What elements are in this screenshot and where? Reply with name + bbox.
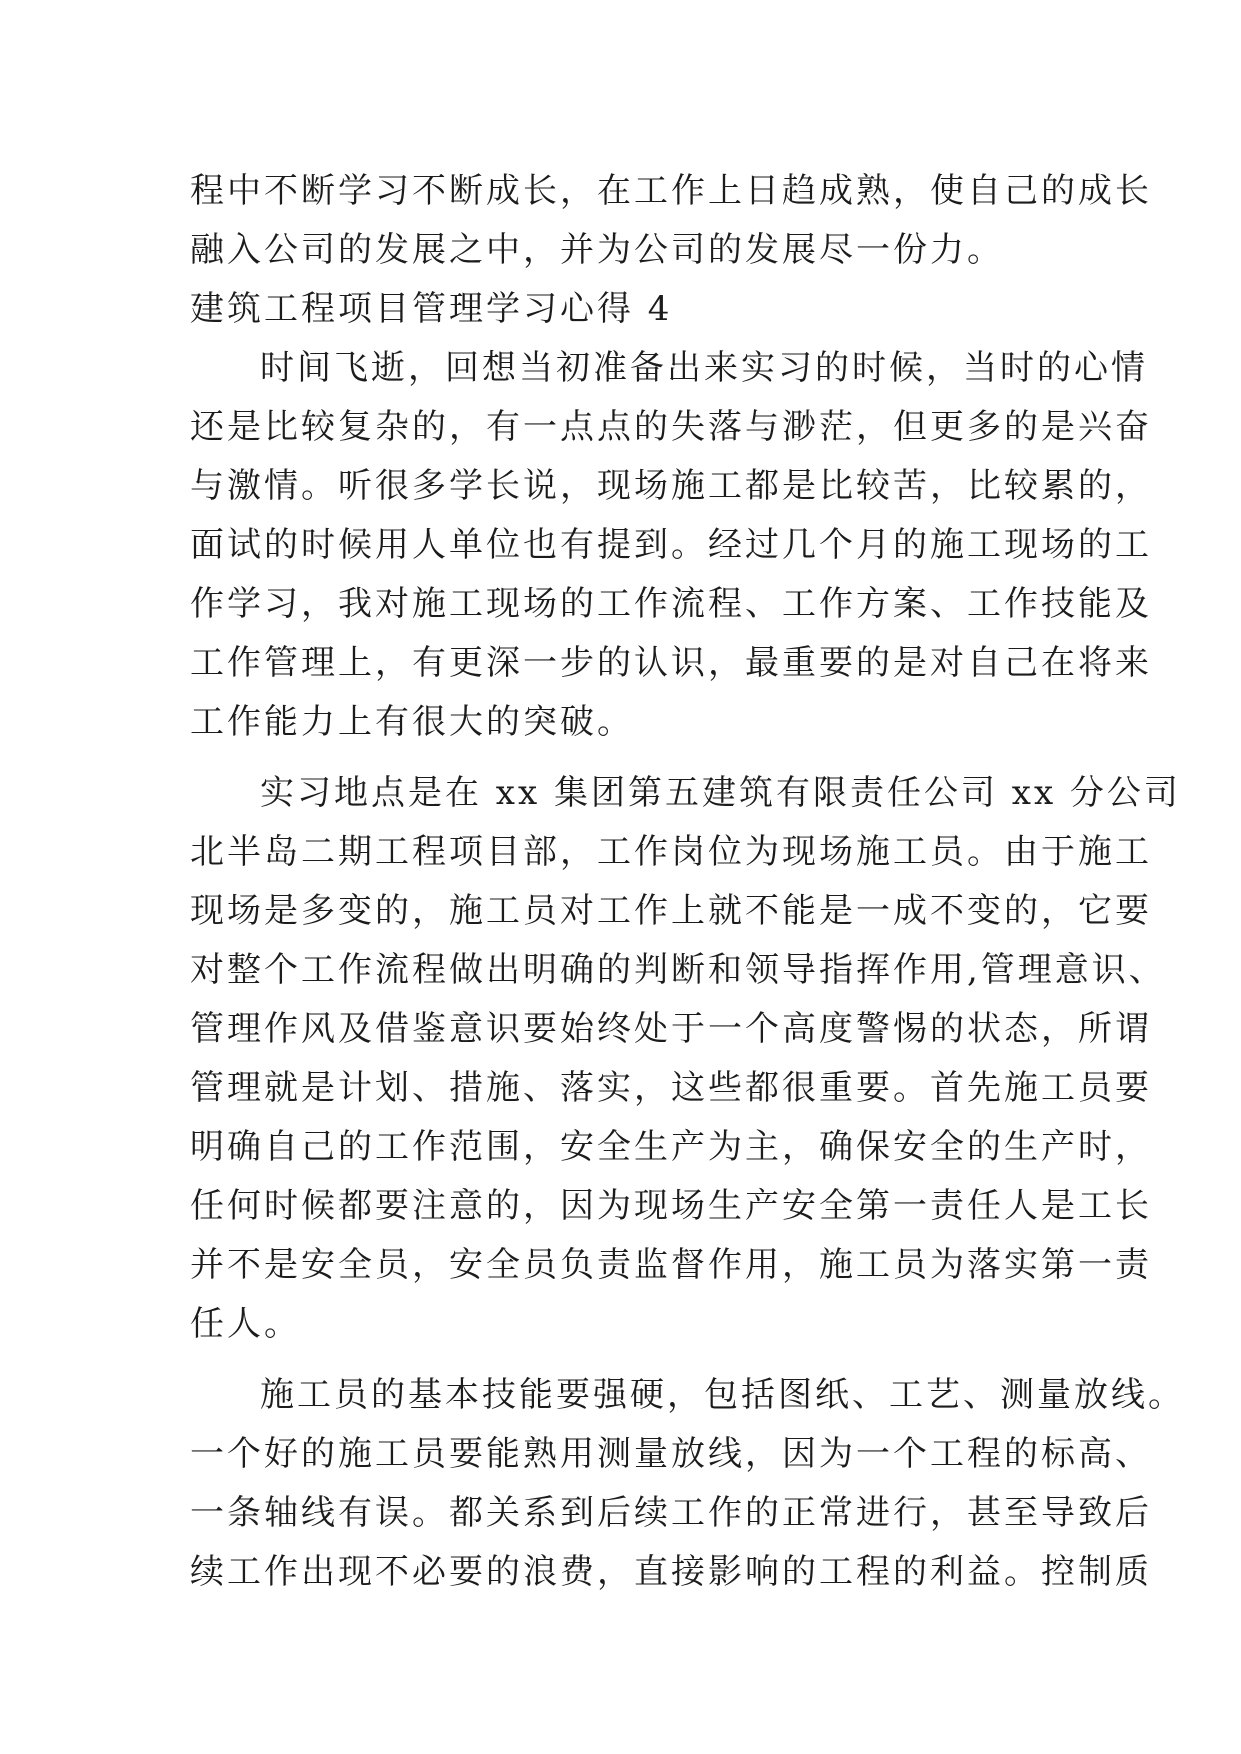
text-line: 续工作出现不必要的浪费，直接影响的工程的利益。控制质 [190, 1552, 1152, 1592]
document-body [190, 162, 1185, 1602]
text-line: 一个好的施工员要能熟用测量放线，因为一个工程的标高、 [190, 1434, 1152, 1474]
text-line: 还是比较复杂的，有一点点的失落与渺茫，但更多的是兴奋 [190, 407, 1152, 447]
text-line: 作学习，我对施工现场的工作流程、工作方案、工作技能及 [190, 584, 1152, 624]
text-line: 面试的时候用人单位也有提到。经过几个月的施工现场的工 [190, 525, 1152, 565]
paragraph-first-line: 施工员的基本技能要强硬，包括图纸、工艺、测量放线。 [260, 1375, 1185, 1415]
text-line: 与激情。听很多学长说，现场施工都是比较苦，比较累的， [190, 466, 1152, 506]
text-line: 北半岛二期工程项目部，工作岗位为现场施工员。由于施工 [190, 832, 1152, 872]
text-line: 明确自己的工作范围，安全生产为主，确保安全的生产时， [190, 1127, 1152, 1167]
text-line: 工作管理上，有更深一步的认识，最重要的是对自己在将来 [190, 643, 1152, 683]
text-line: 融入公司的发展之中，并为公司的发展尽一份力。 [190, 230, 1004, 270]
text-line: 工作能力上有很大的突破。 [190, 702, 634, 742]
text-line: 管理就是计划、措施、落实，这些都很重要。首先施工员要 [190, 1068, 1152, 1108]
text-line: 任人。 [190, 1304, 301, 1344]
text-line: 并不是安全员，安全员负责监督作用，施工员为落实第一责 [190, 1245, 1152, 1285]
text-line: 一条轴线有误。都关系到后续工作的正常进行，甚至导致后 [190, 1493, 1152, 1533]
text-line: 程中不断学习不断成长，在工作上日趋成熟，使自己的成长 [190, 171, 1152, 211]
paragraph-first-line: 实习地点是在 xx 集团第五建筑有限责任公司 xx 分公司 [260, 773, 1181, 813]
text-line: 管理作风及借鉴意识要始终处于一个高度警惕的状态，所谓 [190, 1009, 1152, 1049]
paragraph-first-line: 时间飞逝，回想当初准备出来实习的时候，当时的心情 [260, 348, 1148, 388]
section-heading: 建筑工程项目管理学习心得 4 [190, 289, 673, 329]
text-line: 对整个工作流程做出明确的判断和领导指挥作用,管理意识、 [190, 950, 1166, 990]
text-line: 任何时候都要注意的，因为现场生产安全第一责任人是工长 [190, 1186, 1152, 1226]
text-line: 现场是多变的，施工员对工作上就不能是一成不变的，它要 [190, 891, 1152, 931]
